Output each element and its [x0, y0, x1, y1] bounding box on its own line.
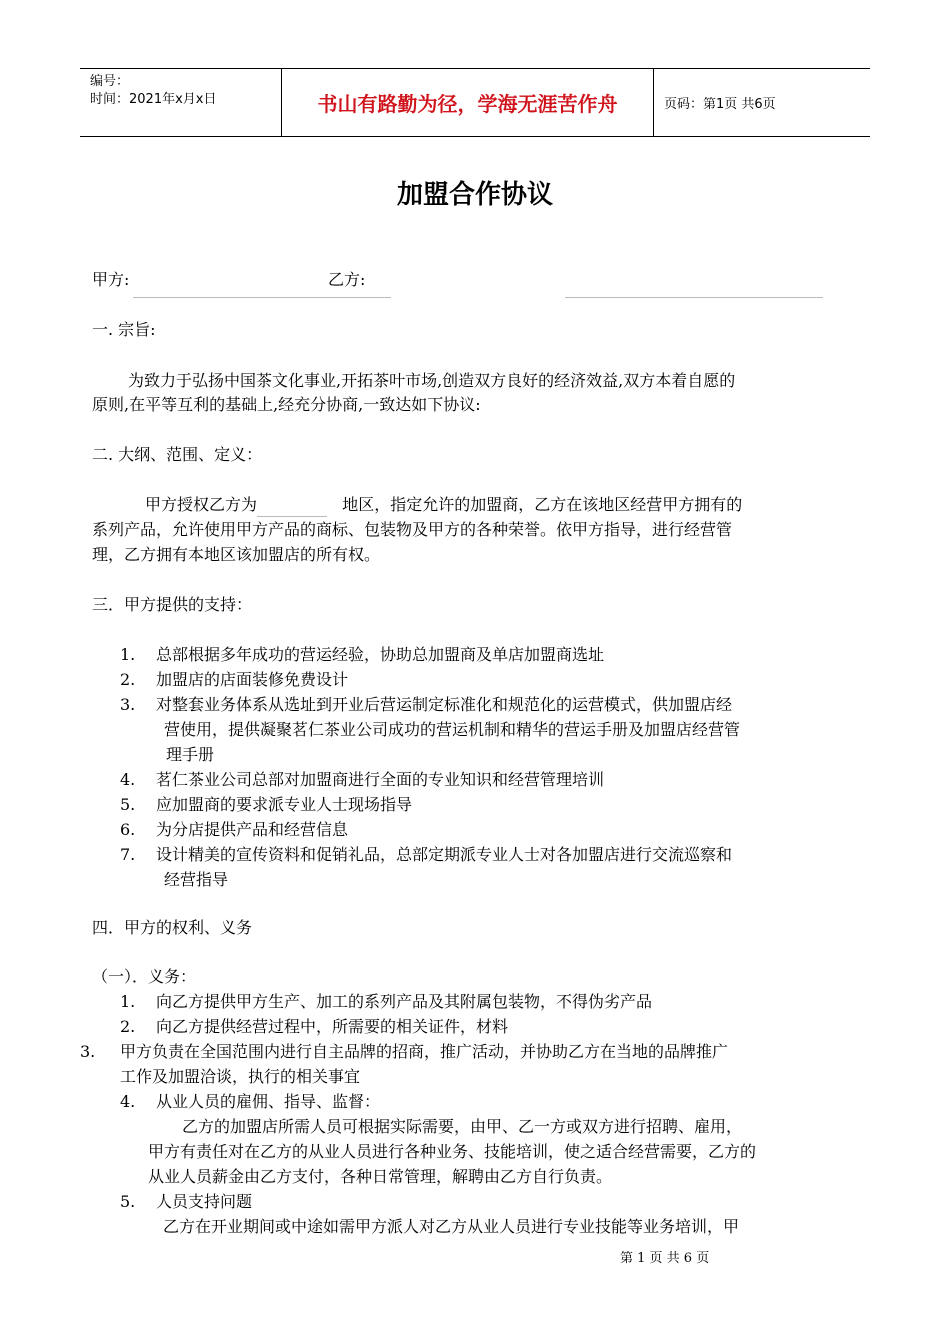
- list-item-text: 加盟店的店面装修免费设计: [156, 670, 349, 689]
- doc-number: 编号：: [90, 74, 130, 89]
- header-meta: [80, 69, 282, 136]
- header-page-number: 页码：第1页 共6页: [664, 97, 776, 112]
- list-item: [120, 692, 880, 717]
- list-item-number: 5.: [120, 795, 136, 814]
- document-title: 加盟合作协议: [396, 180, 553, 210]
- list-item-number: 4.: [120, 770, 136, 789]
- list-item-text: 总部根据多年成功的营运经验，协助总加盟商及单店加盟商选址: [156, 645, 605, 664]
- section-2-line-3: 理，乙方拥有本地区该加盟店的所有权。: [92, 545, 381, 564]
- list-item-text: 营使用，提供凝聚茗仁茶业公司成功的营运机制和精华的营运手册及加盟店经营管: [164, 720, 741, 739]
- list-item-text: 经营指导: [164, 870, 229, 889]
- list-item: [120, 642, 880, 667]
- section-1-heading: 一. 宗旨:: [92, 320, 156, 339]
- item-4-para-3: 从业人员薪金由乙方支付，各种日常管理，解聘由乙方自行负责。: [148, 1167, 613, 1186]
- list-item-number: 3.: [120, 695, 136, 714]
- section-4-sub-1: （一）．义务：: [92, 967, 197, 986]
- list-item-text: 对整套业务体系从选址到开业后营运制定标准化和规范化的运营模式，供加盟店经: [156, 695, 733, 714]
- list-item-text: 应加盟商的要求派专业人士现场指导: [156, 795, 413, 814]
- doc-date: 时间：2021年x月x日: [90, 92, 217, 107]
- list-item: [120, 667, 880, 692]
- list-item-number: 1.: [120, 645, 136, 664]
- list-item: [120, 767, 880, 792]
- list-item-number: 7.: [120, 845, 136, 864]
- list-item-text: 理手册: [166, 745, 215, 764]
- section-2-line-1: [145, 493, 742, 517]
- list-item: [120, 792, 880, 817]
- list-item: 3. 甲方负责在全国范围内进行自主品牌的招商，推广活动，并协助乙方在当地的品牌推广: [80, 1042, 729, 1061]
- list-item-text: 为分店提供产品和经营信息: [156, 820, 349, 839]
- section-2-line-1b: 地区，指定允许的加盟商，乙方在该地区经营甲方拥有的: [342, 495, 743, 514]
- region-blank: [257, 498, 327, 517]
- section-2-line-1a: 甲方授权乙方为: [145, 495, 258, 514]
- list-item-number: 2.: [120, 670, 136, 689]
- party-b-field: [565, 297, 823, 298]
- section-3-heading: 三．甲方提供的支持：: [92, 595, 253, 614]
- party-b-label: 乙方:: [328, 270, 366, 289]
- list-item: [120, 842, 880, 867]
- section-1-line-1: 为致力于弘扬中国茶文化事业,开拓茶叶市场,创造双方良好的经济效益,双方本着自愿的: [128, 371, 736, 390]
- header-motto: 书山有路勤为径，学海无涯苦作舟: [282, 69, 654, 136]
- section-4-heading: 四．甲方的权利、义务: [92, 918, 253, 937]
- page-footer: 第 1 页 共 6 页: [620, 1251, 710, 1266]
- section-1-line-2: 原则,在平等互利的基础上,经充分协商,一致达如下协议:: [92, 395, 481, 414]
- item-4-para-1: 乙方的加盟店所需人员可根据实际需要，由甲、乙一方或双方进行招聘、雇用，: [182, 1117, 743, 1136]
- section-3-list: [120, 642, 880, 892]
- list-item-continuation: 工作及加盟洽谈，执行的相关事宜: [120, 1067, 361, 1086]
- list-item-continuation: [120, 717, 880, 742]
- item-5-para-1: 乙方在开业期间或中途如需甲方派人对乙方从业人员进行专业技能等业务培训，甲: [163, 1217, 740, 1236]
- list-item-continuation: [120, 867, 880, 892]
- list-item: [120, 817, 880, 842]
- list-item: 4. 从业人员的雇佣、指导、监督：: [120, 1092, 381, 1111]
- list-item-continuation: [120, 742, 880, 767]
- list-item: 5. 人员支持问题: [120, 1192, 253, 1211]
- party-a-field: [133, 297, 391, 298]
- item-4-para-2: 甲方有责任对在乙方的从业人员进行各种业务、技能培训，使之适合经营需要，乙方的: [148, 1142, 757, 1161]
- list-item-text: 茗仁茶业公司总部对加盟商进行全面的专业知识和经营管理培训: [156, 770, 605, 789]
- party-a-label: 甲方:: [92, 270, 130, 289]
- list-item-number: 6.: [120, 820, 136, 839]
- page-header: [80, 68, 870, 137]
- list-item: 2. 向乙方提供经营过程中，所需要的相关证件，材料: [120, 1017, 509, 1036]
- section-2-heading: 二. 大纲、范围、定义：: [92, 445, 263, 464]
- list-item: 1. 向乙方提供甲方生产、加工的系列产品及其附属包装物，不得伪劣产品: [120, 992, 653, 1011]
- section-2-line-2: 系列产品，允许使用甲方产品的商标、包装物及甲方的各种荣誉。依甲方指导，进行经营管: [92, 520, 733, 539]
- list-item-text: 设计精美的宣传资料和促销礼品，总部定期派专业人士对各加盟店进行交流巡察和: [156, 845, 733, 864]
